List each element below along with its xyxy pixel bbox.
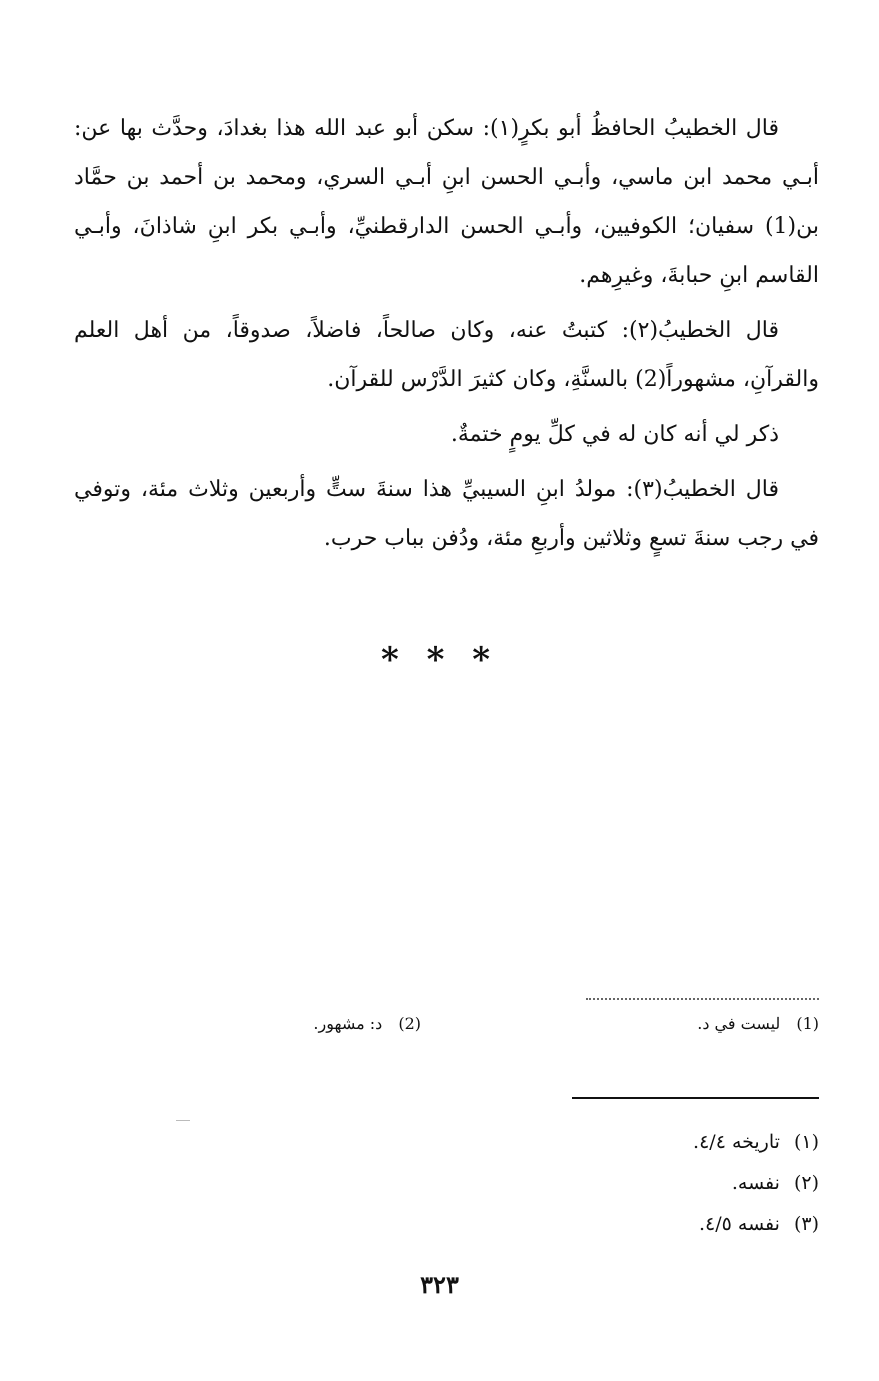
footnote <box>693 1122 819 1163</box>
variant-note-number: (2) <box>398 1014 421 1033</box>
footnote-number: (٣) <box>793 1213 819 1235</box>
footnote-number: (٢) <box>793 1172 819 1194</box>
paragraph-4: قال الخطيبُ(٣): مولدُ ابنِ السيبيِّ هذا سنةَ ستٍّ وأربعين وثلاث مئة، وتوفي في رجب سنةَ تسعٍ وثلاثين وأربعِ مئة، ودُفن بباب حرب. <box>74 477 819 551</box>
page-number: ٣٢٣ <box>420 1270 459 1299</box>
footnote <box>693 1204 819 1245</box>
footnote <box>693 1163 819 1204</box>
variant-notes-divider <box>586 998 819 1000</box>
footnote-text: نفسه. <box>731 1172 780 1194</box>
footnotes <box>693 1122 819 1245</box>
scan-speck <box>176 1120 190 1121</box>
section-separator: * * * <box>380 640 498 680</box>
footnote-number: (١) <box>793 1131 819 1153</box>
variant-note <box>697 1014 819 1033</box>
footnote-text: نفسه ٤/٥. <box>699 1213 780 1235</box>
paragraph-2: قال الخطيبُ(٢): كتبتُ عنه، وكان صالحاً، فاضلاً، صدوقاً، من أهل العلم والقرآنِ، مشهوراً(2) بالسنَّةِ، وكان كثيرَ الدَّرْس للقرآن. <box>74 318 819 392</box>
variant-notes <box>270 1014 819 1044</box>
variant-note <box>313 1014 421 1033</box>
footnotes-divider <box>572 1097 819 1099</box>
footnote-text: تاريخه ٤/٤. <box>693 1131 780 1153</box>
variant-note-text: د: مشهور. <box>313 1014 383 1033</box>
variant-note-text: ليست في د. <box>697 1014 781 1033</box>
paragraph-1: قال الخطيبُ الحافظُ أبو بكرٍ(١): سكن أبو عبد الله هذا بغدادَ، وحدَّث بها عن: أبـي محمد ابن ماسي، وأبـي الحسن ابنِ أبـي السري، ومحمد بن أحمد بن حمَّاد بن(1) سفيان؛ الكوفيين، وأبـي الحسن الدارقطنيِّ، وأبـي بكر ابنِ شاذانَ، وأبـي القاسم ابنِ حبابةَ، وغيرِهم. <box>74 116 819 288</box>
main-text <box>74 104 819 569</box>
variant-note-number: (1) <box>796 1014 819 1033</box>
paragraph-3: ذكر لي أنه كان له في كلِّ يومٍ ختمةٌ. <box>450 422 779 447</box>
